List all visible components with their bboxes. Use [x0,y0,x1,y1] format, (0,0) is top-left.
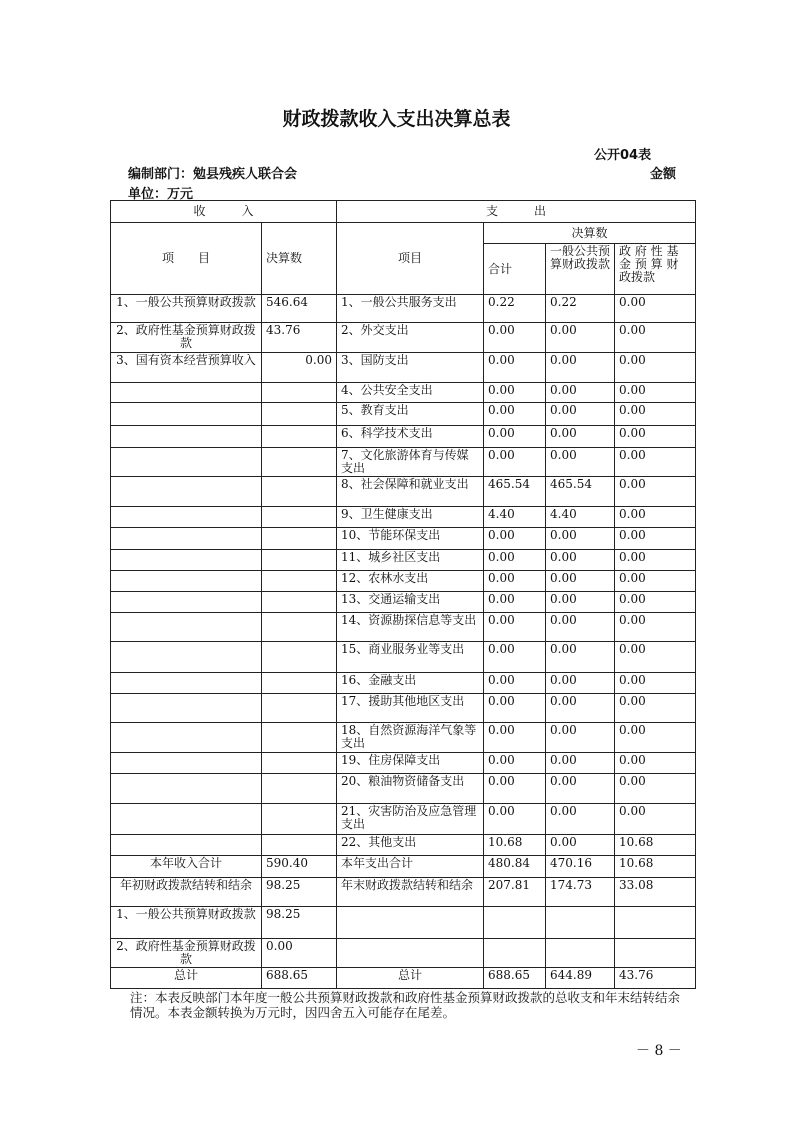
income-amount [262,507,337,528]
table-row [111,528,696,550]
expense-item: 22、其他支出 [337,835,484,856]
income-amount: 688.65 [262,968,337,989]
expense-total: 0.00 [484,403,546,426]
expense-total: 0.00 [484,673,546,694]
expense-total: 465.54 [484,477,546,507]
income-item [111,448,262,477]
income-item: 1、一般公共预算财政拨款 [111,907,262,939]
income-amount [262,592,337,613]
income-amount [262,550,337,571]
table-body [111,295,696,989]
income-amount: 590.40 [262,856,337,878]
income-item [111,383,262,403]
expense-fund: 0.00 [615,592,696,613]
expense-general [546,907,615,939]
income-item [111,403,262,426]
income-item [111,774,262,804]
expense-general: 0.00 [546,426,615,448]
table-row [111,295,696,323]
expense-general [546,939,615,968]
income-item [111,753,262,774]
expense-general: 0.00 [546,448,615,477]
income-item [111,571,262,592]
table-row [111,939,696,968]
expense-general: 644.89 [546,968,615,989]
income-amount [262,571,337,592]
budget-table [110,200,696,989]
table-row [111,907,696,939]
expense-item: 21、灾害防治及应急管理支出 [337,804,484,835]
header-general: 一般公共预算财政拨款 [546,244,615,295]
income-amount [262,804,337,835]
expense-total: 0.00 [484,550,546,571]
expense-fund: 0.00 [615,571,696,592]
expense-fund: 0.00 [615,295,696,323]
income-item [111,550,262,571]
expense-fund: 33.08 [615,878,696,907]
form-number: 公开04表 [594,148,652,163]
expense-fund: 0.00 [615,426,696,448]
table-row [111,383,696,403]
expense-total: 0.00 [484,694,546,723]
table-row [111,426,696,448]
expense-item: 年末财政拨款结转和结余 [337,878,484,907]
expense-item [337,907,484,939]
expense-fund: 0.00 [615,774,696,804]
table-row [111,753,696,774]
income-amount [262,403,337,426]
expense-item: 15、商业服务业等支出 [337,642,484,673]
expense-total: 480.84 [484,856,546,878]
expense-total: 0.00 [484,753,546,774]
expense-item: 10、节能环保支出 [337,528,484,550]
page-number: － 8 － [636,1043,682,1059]
expense-fund: 0.00 [615,753,696,774]
expense-fund: 0.00 [615,448,696,477]
expense-general: 0.00 [546,571,615,592]
income-amount [262,723,337,753]
table-row [111,968,696,989]
expense-general: 0.00 [546,403,615,426]
expense-fund: 0.00 [615,403,696,426]
expense-fund: 0.00 [615,550,696,571]
table-row [111,477,696,507]
table-row [111,403,696,426]
table-row [111,878,696,907]
expense-item: 12、农林水支出 [337,571,484,592]
income-amount [262,694,337,723]
income-item [111,723,262,753]
expense-item: 19、住房保障支出 [337,753,484,774]
expense-fund: 0.00 [615,694,696,723]
expense-fund: 43.76 [615,968,696,989]
expense-fund: 10.68 [615,835,696,856]
expense-fund [615,907,696,939]
income-amount [262,673,337,694]
expense-fund: 0.00 [615,642,696,673]
expense-item: 20、粮油物资储备支出 [337,774,484,804]
header-income-item: 项 目 [111,223,262,295]
expense-fund: 0.00 [615,507,696,528]
expense-fund: 0.00 [615,477,696,507]
expense-fund: 0.00 [615,383,696,403]
table-row [111,613,696,642]
expense-fund: 0.00 [615,723,696,753]
expense-item: 总计 [337,968,484,989]
expense-general: 0.00 [546,613,615,642]
footnote: 注：本表反映部门本年度一般公共预算财政拨款和政府性基金预算财政拨款的总收支和年末结转结余情况。本表金额转换为万元时，因四舍五入可能存在尾差。 [130,990,681,1020]
expense-general: 470.16 [546,856,615,878]
table-row [111,550,696,571]
expense-total: 207.81 [484,878,546,907]
expense-total: 4.40 [484,507,546,528]
table-row [111,448,696,477]
expense-general: 0.00 [546,528,615,550]
expense-item: 1、一般公共服务支出 [337,295,484,323]
income-item [111,613,262,642]
expense-item: 17、援助其他地区支出 [337,694,484,723]
expense-fund: 0.00 [615,353,696,383]
expense-general: 0.00 [546,804,615,835]
department-label: 编制部门：勉县残疾人联合会 [128,167,298,182]
expense-total: 0.00 [484,592,546,613]
expense-item: 18、自然资源海洋气象等支出 [337,723,484,753]
income-amount [262,477,337,507]
expense-general: 0.00 [546,323,615,353]
income-item [111,804,262,835]
expense-total: 0.00 [484,353,546,383]
expense-item: 6、科学技术支出 [337,426,484,448]
expense-total: 0.00 [484,528,546,550]
expense-general: 4.40 [546,507,615,528]
income-amount: 0.00 [262,939,337,968]
expense-item: 14、资源勘探信息等支出 [337,613,484,642]
expense-fund: 0.00 [615,673,696,694]
expense-general: 0.00 [546,642,615,673]
expense-item: 16、金融支出 [337,673,484,694]
income-item [111,507,262,528]
income-item: 1、一般公共预算财政拨款 [111,295,262,323]
table-row [111,774,696,804]
expense-total: 0.00 [484,426,546,448]
expense-fund: 0.00 [615,528,696,550]
expense-item: 本年支出合计 [337,856,484,878]
expense-item: 11、城乡社区支出 [337,550,484,571]
expense-general: 0.00 [546,753,615,774]
income-item [111,477,262,507]
income-amount [262,426,337,448]
expense-total: 688.65 [484,968,546,989]
income-amount: 43.76 [262,323,337,353]
expense-total: 0.00 [484,804,546,835]
header-income-amount: 决算数 [262,223,337,295]
amount-label: 金额 [650,167,677,182]
table-row [111,694,696,723]
header-expense-item: 项目 [337,223,484,295]
income-amount [262,528,337,550]
income-item [111,426,262,448]
income-amount: 0.00 [262,353,337,383]
table-row [111,804,696,835]
income-amount: 546.64 [262,295,337,323]
expense-item: 2、外交支出 [337,323,484,353]
income-amount [262,448,337,477]
expense-total: 0.00 [484,448,546,477]
expense-total: 0.00 [484,383,546,403]
table-row [111,856,696,878]
income-item [111,673,262,694]
expense-general: 0.00 [546,835,615,856]
table-row [111,673,696,694]
table-row [111,592,696,613]
expense-total: 0.22 [484,295,546,323]
expense-general: 0.00 [546,723,615,753]
income-amount: 98.25 [262,907,337,939]
table-row [111,835,696,856]
unit-label: 单位：万元 [128,187,194,202]
expense-item: 13、交通运输支出 [337,592,484,613]
income-item: 总计 [111,968,262,989]
income-amount [262,774,337,804]
expense-fund: 0.00 [615,323,696,353]
expense-general: 0.00 [546,592,615,613]
header-final-amount-group: 决算数 [484,223,696,244]
expense-fund: 0.00 [615,804,696,835]
expense-item: 9、卫生健康支出 [337,507,484,528]
expense-total: 0.00 [484,642,546,673]
expense-total: 0.00 [484,323,546,353]
table-row [111,507,696,528]
income-item: 2、政府性基金预算财政拨款 [111,323,262,353]
expense-general: 0.00 [546,673,615,694]
expense-item [337,939,484,968]
expense-general: 0.00 [546,353,615,383]
expense-total [484,939,546,968]
expense-item: 5、教育支出 [337,403,484,426]
income-item [111,642,262,673]
expense-total: 0.00 [484,613,546,642]
expense-general: 0.00 [546,383,615,403]
expense-general: 465.54 [546,477,615,507]
income-amount [262,383,337,403]
income-item: 本年收入合计 [111,856,262,878]
expense-general: 0.00 [546,694,615,723]
expense-general: 0.22 [546,295,615,323]
page-title: 财政拨款收入支出决算总表 [282,108,511,130]
expense-general: 0.00 [546,550,615,571]
expense-total: 0.00 [484,571,546,592]
expense-item: 7、文化旅游体育与传媒支出 [337,448,484,477]
expense-total: 10.68 [484,835,546,856]
income-item: 2、政府性基金预算财政拨款 [111,939,262,968]
expense-item: 8、社会保障和就业支出 [337,477,484,507]
table-row [111,323,696,353]
income-amount: 98.25 [262,878,337,907]
table-row [111,353,696,383]
header-expense: 支 出 [337,201,696,223]
expense-total [484,907,546,939]
header-fund: 政 府 性 基 金 预 算 财 政拨款 [615,244,696,295]
header-income: 收 入 [111,201,337,223]
table-row [111,642,696,673]
income-item [111,835,262,856]
income-item [111,694,262,723]
expense-fund: 0.00 [615,613,696,642]
expense-general: 0.00 [546,774,615,804]
income-item: 3、国有资本经营预算收入 [111,353,262,383]
expense-total: 0.00 [484,723,546,753]
income-item [111,592,262,613]
table-row [111,571,696,592]
expense-total: 0.00 [484,774,546,804]
expense-fund [615,939,696,968]
expense-item: 3、国防支出 [337,353,484,383]
expense-item: 4、公共安全支出 [337,383,484,403]
income-amount [262,753,337,774]
income-amount [262,642,337,673]
income-amount [262,613,337,642]
income-item: 年初财政拨款结转和结余 [111,878,262,907]
header-total: 合计 [484,244,546,295]
expense-fund: 10.68 [615,856,696,878]
table-row [111,723,696,753]
income-amount [262,835,337,856]
expense-general: 174.73 [546,878,615,907]
income-item [111,528,262,550]
